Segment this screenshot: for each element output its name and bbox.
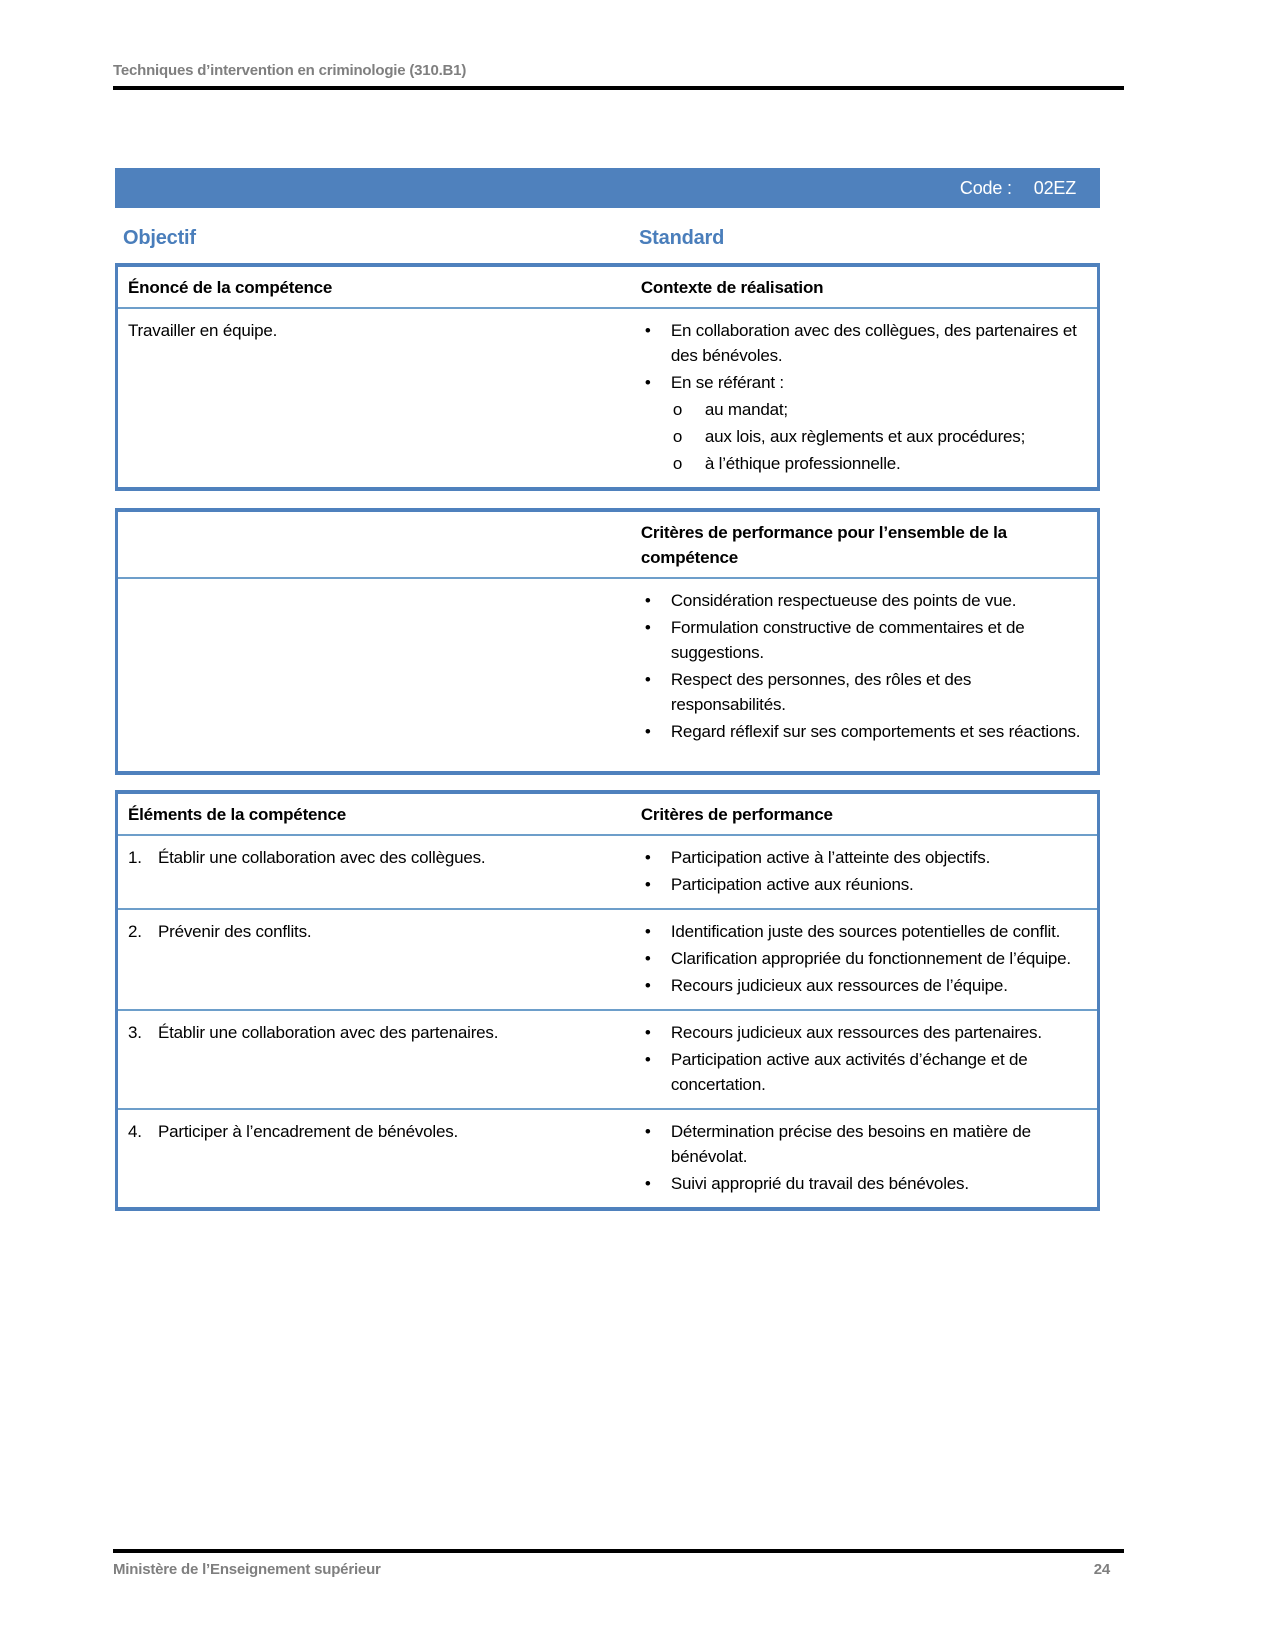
bullet-icon: •	[644, 618, 651, 637]
sub-bullet-icon: o	[672, 400, 683, 419]
header-contexte: Contexte de réalisation	[640, 278, 824, 297]
element-text: Prévenir des conflits.	[158, 922, 312, 941]
list-item	[641, 946, 1081, 971]
bullet-icon: •	[644, 1174, 651, 1193]
numbered-item	[128, 845, 619, 870]
heading-objectif: Objectif	[123, 227, 196, 249]
numbered-item	[128, 919, 619, 944]
criteres-ensemble-header-row	[118, 512, 1097, 577]
competence-table	[115, 263, 1100, 491]
list-item	[641, 973, 1081, 998]
list-item-text: Formulation constructive de commentaires et de suggestions.	[670, 618, 1025, 662]
list-item-text: Recours judicieux aux ressources de l’équipe.	[670, 976, 1008, 995]
criteria-list	[637, 836, 1097, 908]
list-item-text: Respect des personnes, des rôles et des responsabilités.	[670, 670, 972, 714]
table-row	[118, 908, 1097, 1009]
bullet-icon: •	[644, 1122, 651, 1141]
sub-list-item	[641, 397, 1081, 422]
section-headings	[115, 227, 1100, 250]
criteres-ensemble-table	[115, 508, 1100, 775]
header-enonce: Énoncé de la compétence	[128, 278, 333, 297]
criteres-ensemble-list	[637, 579, 1097, 771]
bullet-icon: •	[644, 670, 651, 689]
competence-table-body-row	[118, 307, 1097, 487]
header-criteres: Critères de performance	[640, 805, 833, 824]
list-item	[641, 1119, 1081, 1169]
sub-list-item-text: à l’éthique professionnelle.	[704, 454, 901, 473]
element-cell	[118, 1110, 637, 1207]
sub-list-item-text: aux lois, aux règlements et aux procédures;	[704, 427, 1026, 446]
element-cell	[118, 910, 637, 1009]
sub-list-item	[641, 451, 1081, 476]
sub-bullet-icon: o	[672, 454, 683, 473]
list-item	[641, 719, 1081, 744]
item-number: 2.	[128, 922, 142, 941]
bullet-icon: •	[644, 321, 651, 340]
numbered-item	[128, 1020, 619, 1045]
list-item	[641, 370, 1081, 395]
list-item	[641, 845, 1081, 870]
page-number: 24	[1093, 1561, 1110, 1578]
bullet-icon: •	[644, 976, 651, 995]
criteria-list	[637, 910, 1097, 1009]
element-cell	[118, 836, 637, 908]
criteria-list	[637, 1011, 1097, 1108]
bullet-icon: •	[644, 722, 651, 741]
list-item-text: En collaboration avec des collègues, des partenaires et des bénévoles.	[670, 321, 1077, 365]
criteria-list	[637, 1110, 1097, 1207]
element-text: Participer à l’encadrement de bénévoles.	[158, 1122, 459, 1141]
running-header	[113, 62, 1124, 90]
sub-list-item	[641, 424, 1081, 449]
list-item	[641, 615, 1081, 665]
list-item-text: Identification juste des sources potentielles de conflit.	[670, 922, 1061, 941]
page-content	[115, 168, 1100, 1211]
list-item	[641, 1047, 1081, 1097]
code-value: 02EZ	[1033, 177, 1076, 198]
sub-bullet-icon: o	[672, 427, 683, 446]
element-text: Établir une collaboration avec des partenaires.	[158, 1023, 499, 1042]
bullet-icon: •	[644, 1050, 651, 1069]
table-row	[118, 834, 1097, 908]
element-text: Établir une collaboration avec des collègues.	[158, 848, 486, 867]
list-item	[641, 667, 1081, 717]
item-number: 3.	[128, 1023, 142, 1042]
list-item-text: Détermination précise des besoins en matière de bénévolat.	[670, 1122, 1031, 1166]
table-row	[118, 1009, 1097, 1108]
item-number: 4.	[128, 1122, 142, 1141]
element-cell	[118, 1011, 637, 1108]
list-item	[641, 919, 1081, 944]
contexte-list	[637, 309, 1097, 487]
item-number: 1.	[128, 848, 142, 867]
list-item-text: Participation active aux réunions.	[670, 875, 914, 894]
list-item	[641, 588, 1081, 613]
header-elements: Éléments de la compétence	[128, 805, 346, 824]
list-item-text: Regard réflexif sur ses comportements et ses réactions.	[670, 722, 1081, 741]
list-item	[641, 1171, 1081, 1196]
list-item-text: Participation active aux activités d’échange et de concertation.	[670, 1050, 1028, 1094]
header-criteres-ensemble: Critères de performance pour l’ensemble de la compétence	[640, 523, 1007, 567]
running-header-title: Techniques d’intervention en criminologie (310.B1)	[113, 62, 467, 79]
competence-table-header-row	[118, 267, 1097, 307]
sub-list-item-text: au mandat;	[704, 400, 788, 419]
list-item	[641, 872, 1081, 897]
heading-standard: Standard	[639, 227, 725, 249]
list-item-text: Suivi approprié du travail des bénévoles.	[670, 1174, 969, 1193]
code-label: Code :	[959, 177, 1012, 198]
list-item	[641, 1020, 1081, 1045]
bullet-icon: •	[644, 373, 651, 392]
list-item-text: Recours judicieux aux ressources des partenaires.	[670, 1023, 1042, 1042]
bullet-icon: •	[644, 922, 651, 941]
list-item	[641, 318, 1081, 368]
elements-table-header-row	[118, 794, 1097, 834]
bullet-icon: •	[644, 848, 651, 867]
bullet-icon: •	[644, 949, 651, 968]
list-item-text: En se référant :	[670, 373, 784, 392]
code-bar	[115, 168, 1100, 208]
bullet-icon: •	[644, 875, 651, 894]
bullet-icon: •	[644, 591, 651, 610]
criteres-ensemble-body-row	[118, 577, 1097, 771]
empty-header-cell	[118, 512, 637, 577]
table-row	[118, 1108, 1097, 1207]
enonce-text: Travailler en équipe.	[128, 321, 278, 340]
bullet-icon: •	[644, 1023, 651, 1042]
empty-body-cell	[118, 579, 637, 771]
elements-table	[115, 790, 1100, 1211]
footer-ministry: Ministère de l’Enseignement supérieur	[113, 1561, 381, 1578]
page-footer	[113, 1549, 1124, 1578]
list-item-text: Clarification appropriée du fonctionnement de l’équipe.	[670, 949, 1071, 968]
list-item-text: Participation active à l’atteinte des objectifs.	[670, 848, 991, 867]
list-item-text: Considération respectueuse des points de vue.	[670, 591, 1017, 610]
numbered-item	[128, 1119, 619, 1144]
